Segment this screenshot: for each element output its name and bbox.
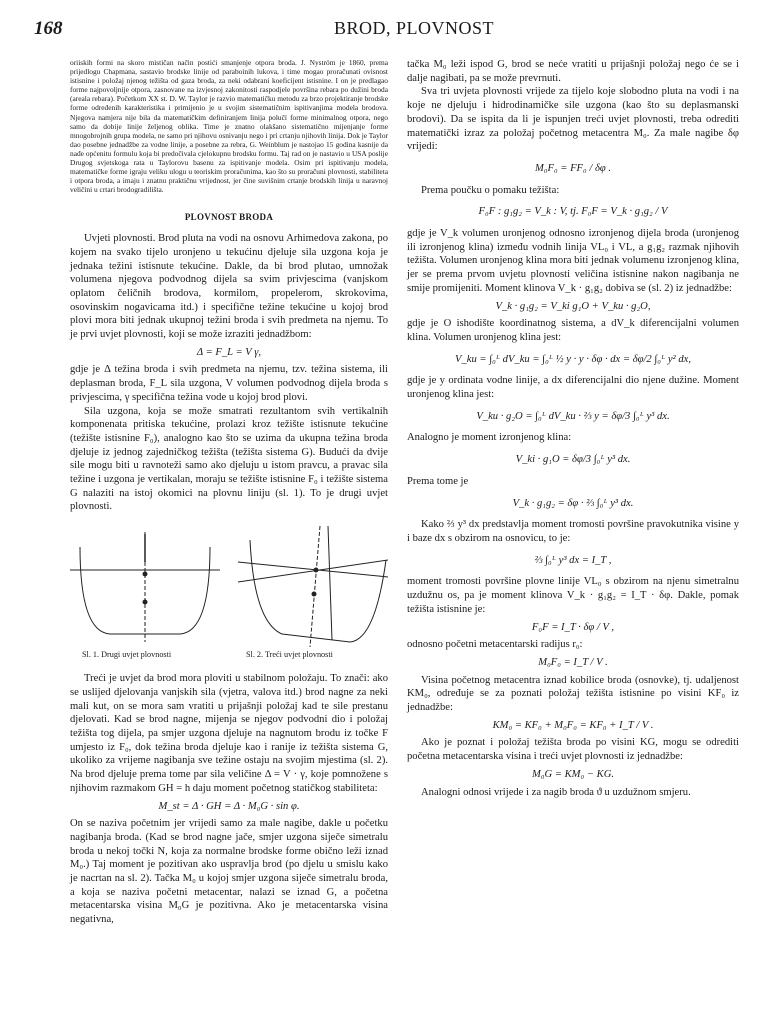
- equation-shift: F₀F = I_T · δφ / V ,: [531, 621, 615, 633]
- waterline-vl: [238, 560, 388, 582]
- figures: [70, 522, 388, 660]
- paragraph-metacenter: On se naziva početnim jer vrijedi samo za male nagibe, dakle u početku nagibanja broda. (Kad se brod nagne jače, smjer uzgona siječe simetralu broda u nekoj točki N, koja za normalne brodske forme obično leži iznad M₀.) Taj moment je pozitivan ako uspravlja brod (po djelu u smislu kako je nacrtan na sl. 2). Tačka M₀ u kojoj smjer uzgona siječe simetralu broda, a koja se naziva početni metacentar, nalazi se iznad G, a početna metacentarska visina M₀G je pozitivna. Ako je metacentarska visina negativna,: [70, 818, 388, 926]
- figure-1-caption: Sl. 1. Drugi uvjet plovnosti: [82, 650, 172, 660]
- point-f0-1: [143, 600, 147, 604]
- hull-figures-svg: [70, 522, 388, 650]
- equation-immersed-volume: V_ku = ∫₀ᴸ dV_ku = ∫₀ᴸ ½ y · y · δφ · dx = δφ/2 ∫₀ᴸ y² dx,: [454, 353, 692, 365]
- waterline-vl0: [238, 562, 388, 577]
- paragraph-longitudinal: Analogni odnosi vrijede i za nagib broda ϑ u uzdužnom smjeru.: [421, 786, 691, 798]
- equation-emerged-moment: V_ki · g₁O = δφ/3 ∫₀ᴸ y³ dx.: [515, 454, 631, 466]
- left-column: [70, 58, 388, 927]
- page-header: [34, 18, 734, 48]
- paragraph-analog: Analogno je moment izronjenog klina:: [407, 432, 572, 444]
- equation-inertia: ⅔ ∫₀ᴸ y³ dx = I_T ,: [534, 554, 612, 566]
- equation-keel-metacenter: KM₀ = KF₀ + M₀F₀ = KF₀ + I_T / V .: [492, 719, 654, 731]
- paragraph-conditions: Uvjeti plovnosti. Brod pluta na vodi na osnovu Arhimedova zakona, po kojem na svako tijelo uronjeno u tekućinu djeluje sila uzgona koja je jednaka težini istisnute tekućine. Dakle, da bi brod plutao, umnožak volumena njegova podvodnog dijela sa svim privjescima (vanjskom oplatom čeličnih brodova, kormilom, propelerom, skrokovima, osovinskim nogavicama itd.) i specifične težine tekućine u kojoj brod plovi mora biti jednak ukupnoj težini broda i svih predmeta na njemu. To je prvi uvjet plovnosti, koji se može izraziti jednadžbom:: [70, 233, 388, 341]
- paragraph-wedge-volume: gdje je V_k volumen uronjenog odnosno izronjenog dijela broda (uronjenog ili izronjenog klina) između vodnih linija VL₀ i VL, a g₁g₂ razmak njihovih težišta. Volumen uronjenog klina mora biti jednak volumenu izronjenog klina, jer se prema prvom uvjetu plovnosti veličina istisnine nakon nagibanja ne smije promijeniti. Moment klinova V_k · g₁g₂ dobiva se (sl. 2) iz jednadžbe:: [407, 228, 739, 294]
- paragraph-ordinate: gdje je y ordinata vodne linije, a dx diferencijalni dio njene dužine. Moment uronjenog klina jest:: [407, 375, 739, 401]
- paragraph-keel-height: Visina početnog metacentra iznad kobilice broda (osnovke), tj. udaljenost KM₀, određuje se za poznati položaj težišta istisnine po visini KF₀ iz jednadžbe:: [407, 674, 739, 714]
- figure-1: [70, 532, 220, 642]
- point-g-2: [312, 592, 316, 596]
- paragraph-radius: odnosno početni metacentarski radijus r₀:: [407, 639, 583, 651]
- paragraph-negative-height: tačka M₀ leži ispod G, brod se neće vratiti u prijašnji položaj nego će se i dalje nagibati, pa se može prevrnuti.: [407, 59, 739, 84]
- paragraph-stability: Treći je uvjet da brod mora ploviti u stabilnom položaju. To znači: ako se uslijed djelovanja vanjskih sila (vjetra, valova itd.) brod nagne za neki mali kut, on se mora sam vratiti u prijašnji položaj kad te sile prestanu djelovati. Kad se brod nagne, mijenja se njegov podvodni dio i položaj težišta tog dijela, pa smjer uzgona djeluje na nagnutom brodu iz točke F umjesto iz F₀, dok težina broda djeluje kao i ranije iz težišta sistema G, ukoliko za vrijeme nagibanja sve težine ostaju na svojim mjestima (sl. 2). Na brod djeluje prema tome par sila veličine Δ = V · γ, koje pomnožene s njihovim razmakom GH = h daju moment početnog statičkog stabiliteta:: [70, 673, 388, 794]
- section-title: PLOVNOST BRODA: [184, 212, 274, 223]
- paragraph-inertia: Kako ⅔ y³ dx predstavlja moment tromosti površine pravokutnika visine y i baze dx s obzirom na osnovicu, to je:: [407, 519, 739, 544]
- centerline-2: [310, 526, 320, 647]
- paragraph-definitions: gdje je Δ težina broda i svih predmeta na njemu, tzv. težina sistema, ili deplasman broda, F_L sila uzgona, V volumen podvodnog dijela broda s privjescima, γ specifična težina vode u kojoj brod plovi.: [70, 364, 388, 403]
- paragraph-inertia-moment: moment tromosti površine plovne linije VL₀ s obzirom na njenu simetralnu uzdužnu os, pa je moment klinova V_k · g₁g₂ = I_T · δφ. Dakle, pomak težišta istisnine je:: [407, 576, 739, 615]
- equation-metacentric-height: M₀G = KM₀ − KG.: [532, 768, 614, 780]
- equation-centroid-shift: F₀F : g₁g₂ = V_k : V, tj. F₀F = V_k · g₁g₂ / V: [478, 206, 668, 218]
- equation-immersed-moment: V_ku · g₂O = ∫₀ᴸ dV_ku · ⅔ y = δφ/3 ∫₀ᴸ y³ dx.: [476, 410, 670, 422]
- equation-radius: M₀F₀ = I_T / V .: [538, 656, 608, 668]
- running-title: BROD, PLOVNOST: [334, 18, 495, 38]
- point-g-1: [143, 572, 147, 576]
- point-m0-2: [314, 568, 318, 572]
- paragraph-origin: gdje je O ishodište koordinatnog sistema, a dV_k diferencijalni volumen klina. Volumen uronjenog klina jest:: [407, 318, 739, 343]
- figure-2: [238, 526, 388, 647]
- intro-small-text: oriiskih formi na skoro mističan način postići smanjenje otpora broda. J. Nyström je 1860, prema prijedlogu Chapmana, sastavio brodske linije od paraboinih lukova, i time mogao proračunati ovisnost istisnine i položaj njenog težišta od gaza broda, za neki odabrani koeficijent istisnine. I on je predlagao forme najpovoljnije otpora, zasnovane na izvjesnoj zakonitosti raspodjele površina rebara po dužini broda (areala rebara). Početkom XX st. D. W. Taylor je razvio matematičku metodu za brzo projektiranje brodske forme određenih karakteristika i primijenio je u svojim sistematičnim ispitivanjima modela brodova. Njegova namjera nije bila da matematičkim definiranjem linija polučí forme minimalnog otpora, nego samo da dobije linije željenog oblika. Time je znatno olakšano sistematično mijenjanje forme mnogobrojnih grupa modela, ne samo pri njihovu osnivanju nego i pri crtanju njihovih linija. Dok je Taylor dao posebne jednadžbe za vodne linije, a posebne za rebra, G. Weinblum je nastojao 15 godina kasnije da nađe općenitu formulu koja bi predočivala cjelokupnu brodsku formu. Taj rad on je nastavio u USA poslije Drugog svjetskoga rata u Taylorovu basenu za ispitivanje modela. Osim pri ispitivanju modela, matematičke forme igraju veliku ulogu u teoriskim proračunima, kao što su proračuni plovnosti, stabiliteta i otpora broda, a imaju i znatnu praktičnu vrijednost, jer čine suvišnim crtanje brodskih linija u naravnoj veličini u crtari brodogradilišta.: [70, 58, 388, 195]
- buoyancy-line-2: [328, 526, 332, 640]
- figure-2-caption: Sl. 2. Treći uvjet plovnosti: [246, 650, 333, 660]
- paragraph-three-conditions: Sva tri uvjeta plovnosti vrijede za tijelo koje slobodno pluta na vodi i na koje ne djeluju i hidrodinamičke sile uzgona (kao što su deplasmanski brodovi). Da se ispita da li je ispunjen treći uvjet plovnosti, treba odrediti matematički izraz za položaj početnog metacentra M₀. Za male nagibe δφ vrijedi:: [407, 86, 739, 153]
- hull-section-2: [250, 540, 386, 642]
- paragraph-theorem: Prema poučku o pomaku težišta:: [421, 184, 560, 196]
- paragraph-therefore: Prema tome je: [407, 475, 469, 487]
- right-column: [407, 58, 739, 799]
- page-number: 168: [34, 18, 63, 39]
- equation-displacement: Δ = F_L = V γ,: [196, 346, 262, 358]
- paragraph-metacentric-height: Ako je poznat i položaj težišta broda po visini KG, mogu se odrediti početna metacentarska visina i treći uvjet plovnosti iz jednadžbe:: [407, 737, 739, 763]
- paragraph-buoyancy: Sila uzgona, koja se može smatrati rezultantom svih vertikalnih komponenata pritiska tekućine, prolazi kroz težište istisnute tekućine (težište istisnine F₀), analogno kao što se uzima da ukupna težina broda djeluje iz jednog zajedničkog težišta (težišta sistema G). Budući da dvije sile mogu biti u ravnoteži samo ako djeluju u istom pravcu, a pravac sila težine i uzgona je vertikalan, moraju se težište istisnine F₀ i težište sistema G nalaziti na istoj okomici na plovnu liniju (sl. 1). To je drugi uvjet plovnosti.: [70, 405, 388, 513]
- equation-wedge-moment: V_k · g₁g₂ = V_ki g₁O + V_ku · g₂O,: [495, 300, 651, 312]
- equation-wedge-total: V_k · g₁g₂ = δφ · ⅔ ∫₀ᴸ y³ dx.: [512, 497, 634, 509]
- equation-static-moment: M_st = Δ · GH = Δ · M₀G · sin φ.: [158, 800, 300, 812]
- equation-metacentric-radius: M₀F₀ = FF₀ / δφ .: [534, 162, 612, 174]
